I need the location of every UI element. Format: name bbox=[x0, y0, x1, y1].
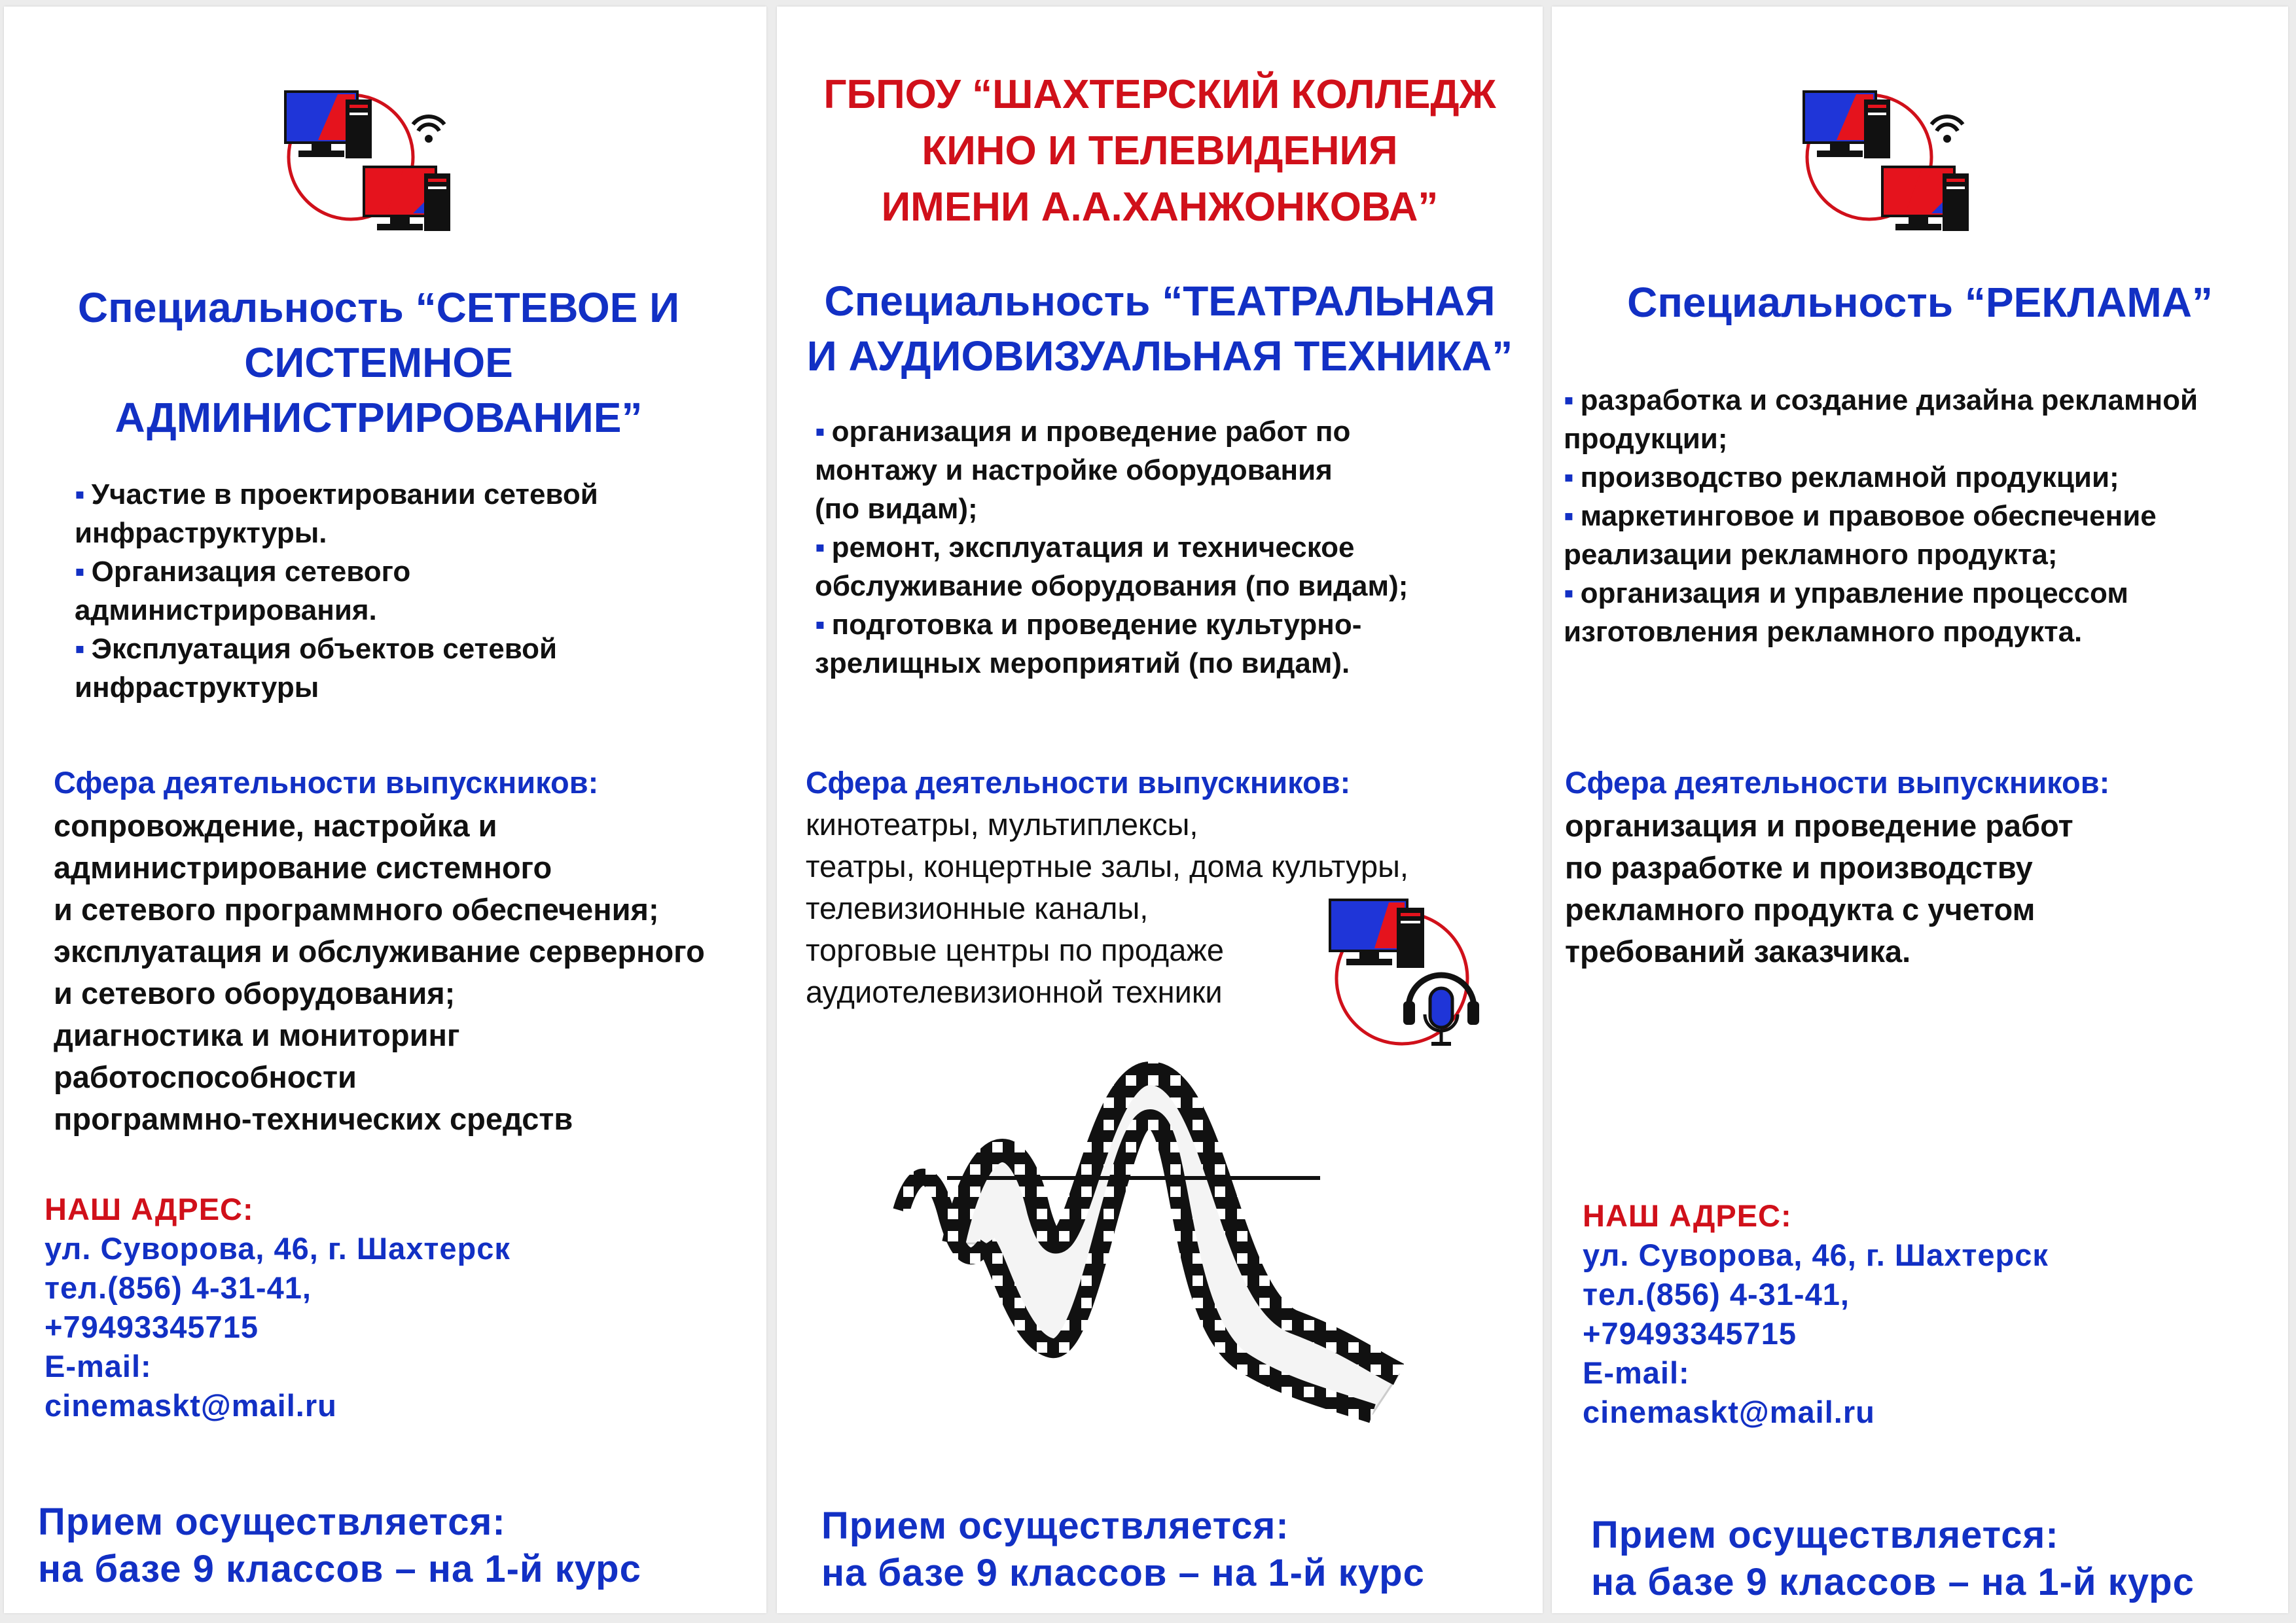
list-item: ▪ организация и проведение работ по монтажу и настройке оборудования (по видам); bbox=[815, 416, 1351, 525]
list-item: ▪ Организация сетевого администрирования. bbox=[75, 556, 411, 626]
network-computers-icon bbox=[1791, 85, 1981, 242]
college-name: ГБПОУ “ШАХТЕРСКИЙ КОЛЛЕДЖ КИНО И ТЕЛЕВИДЕНИЯ ИМЕНИ А.А.ХАНЖОНКОВА” bbox=[823, 72, 1496, 230]
list-item: ▪ производство рекламной продукции; bbox=[1564, 461, 2119, 493]
admission-info: Прием осуществляется: на базе 9 классов – на 1-й курс bbox=[1591, 1514, 2195, 1603]
list-item: ▪ Участие в проектировании сетевой инфраструктуры. bbox=[75, 478, 598, 549]
duties-list bbox=[75, 475, 762, 707]
sphere-label: Сфера деятельности выпускников: bbox=[54, 765, 599, 800]
list-item: ▪ ремонт, эксплуатация и техническое обслуживание оборудования (по видам); bbox=[815, 531, 1408, 602]
list-item: ▪ подготовка и проведение культурно- зрелищных мероприятий (по видам). bbox=[815, 609, 1362, 679]
center-panel bbox=[777, 7, 1543, 1613]
address-block: ул. Суворова, 46, г. Шахтерск тел.(856) 4-31-41, +79493345715 E-mail: cinemaskt@mail.ru bbox=[45, 1229, 511, 1425]
admission-info: Прием осуществляется: на базе 9 классов – на 1-й курс bbox=[38, 1501, 641, 1590]
address-block: ул. Суворова, 46, г. Шахтерск тел.(856) 4-31-41, +79493345715 E-mail: cinemaskt@mail.ru bbox=[1583, 1236, 2049, 1432]
list-item: ▪ разработка и создание дизайна рекламной продукции; bbox=[1564, 384, 2198, 455]
specialty-title: Специальность “СЕТЕВОЕ И СИСТЕМНОЕ АДМИНИСТРИРОВАНИЕ” bbox=[77, 284, 680, 441]
email-link[interactable]: cinemaskt@mail.ru bbox=[45, 1388, 337, 1423]
sphere-label: Сфера деятельности выпускников: bbox=[806, 765, 1351, 800]
film-strip-icon bbox=[875, 1047, 1451, 1427]
specialty-title: Специальность “РЕКЛАМА” bbox=[1627, 279, 2213, 326]
address-label: НАШ АДРЕС: bbox=[1583, 1198, 1792, 1233]
duties-list bbox=[815, 412, 1535, 683]
computer-microphone-icon bbox=[1323, 893, 1480, 1050]
specialty-title: Специальность “ТЕАТРАЛЬНАЯ И АУДИОВИЗУАЛЬНАЯ ТЕХНИКА” bbox=[806, 277, 1513, 380]
email-link[interactable]: cinemaskt@mail.ru bbox=[1583, 1395, 1875, 1429]
admission-info: Прием осуществляется: на базе 9 классов – на 1-й курс bbox=[821, 1505, 1425, 1594]
sphere-label: Сфера деятельности выпускников: bbox=[1565, 765, 2110, 800]
network-computers-icon bbox=[272, 85, 462, 242]
address-label: НАШ АДРЕС: bbox=[45, 1192, 254, 1226]
sphere-text: кинотеатры, мультиплексы, театры, концертные залы, дома культуры, телевизионные каналы, торговые центры по продаже аудиотелевизионной техники bbox=[806, 807, 1408, 1009]
list-item: ▪ маркетинговое и правовое обеспечение реализации рекламного продукта; bbox=[1564, 500, 2157, 571]
left-panel bbox=[4, 7, 766, 1613]
right-panel bbox=[1552, 7, 2288, 1613]
sphere-text: организация и проведение работ по разработке и производству рекламного продукта с учетом требований заказчика. bbox=[1565, 808, 2073, 969]
list-item: ▪ Эксплуатация объектов сетевой инфраструктуры bbox=[75, 633, 558, 704]
sphere-text: сопровождение, настройка и администрирование системного и сетевого программного обеспечения; эксплуатация и обслуживание серверного и сетевого оборудования; диагностика и мониторинг работоспособности программно-технических средств bbox=[54, 808, 705, 1136]
duties-list bbox=[1564, 381, 2287, 651]
list-item: ▪ организация и управление процессом изготовления рекламного продукта. bbox=[1564, 577, 2128, 648]
